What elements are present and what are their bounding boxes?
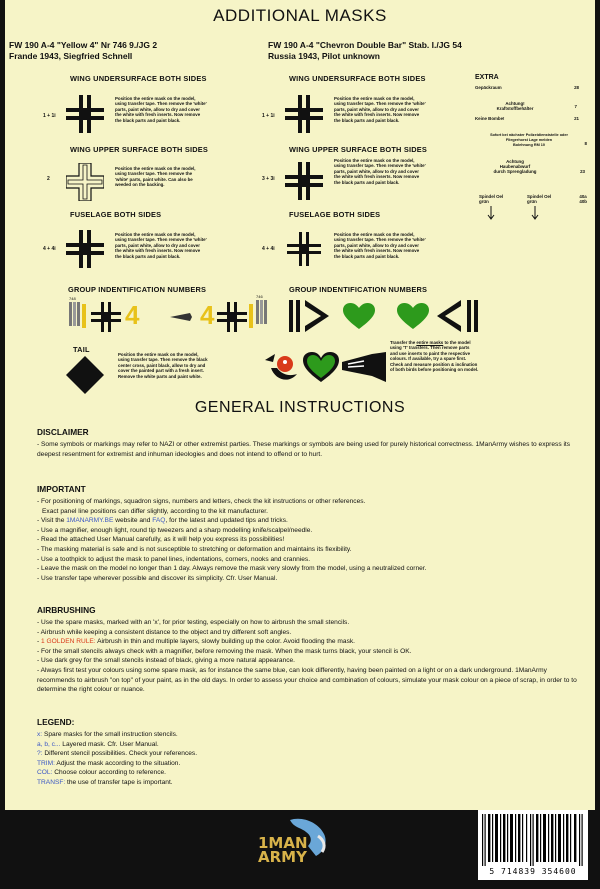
right-wing-upper-heading: WING UPPER SURFACE BOTH SIDES: [289, 145, 428, 154]
text-line: the black parts and paint black.: [334, 179, 400, 185]
arrow-down-icon: [487, 206, 547, 222]
text-line: Check and measure position & inclination: [390, 361, 478, 367]
rooster-emblem-icon: [261, 350, 301, 386]
aircraft-silhouette-icon: [170, 313, 192, 321]
text-line: the black parts and paint black.: [115, 117, 181, 123]
website-link[interactable]: 1MANARMY.BE: [66, 517, 114, 525]
extra-item-num: 21: [574, 116, 579, 121]
spindel-oel-label: Spindel Oel grün: [479, 194, 504, 204]
tail-text: [118, 352, 208, 379]
text-line: Remove the white parts and paint white.: [118, 373, 202, 379]
group-id-small-number: 748: [69, 296, 76, 301]
spindel-oel-num: 40a 40b: [579, 194, 587, 204]
logo-line: 1MAN: [258, 834, 308, 852]
right-fuselage-count: 4 + 4i: [262, 246, 275, 252]
yellow-bar-icon: [82, 304, 86, 328]
legend-item: [37, 749, 577, 759]
disclaimer-text: - Some symbols or markings may refer to NAZI or other extremist parties. These markings or symbols are being used for purely historical correctness. 1ManArmy wishes to express its deepest resentment for extremist and inhuman ideologies and does not intend to offend or to hurt.: [37, 441, 571, 458]
barcode-number: 5 714839 354600: [489, 867, 577, 876]
important-line: Exact panel line positions can differ slightly, according to the kit manufacturer.: [42, 507, 268, 515]
green-heart-icon: [343, 303, 375, 331]
barcode: [478, 810, 588, 880]
text-line: center cross, paint black, allow to dry and: [118, 362, 206, 368]
text-line: Position the entire mask on the model,: [115, 96, 196, 101]
extra-item-num: 28: [574, 85, 579, 90]
airbrushing-line: - Always first test your colours using some spare mask, as for instance the same blue, can look differently, having been painted on a light or on a dark underground. 1ManArmy recommends to airbrush "on top" of your paint, as in the old days. In order to assess your choice and combination of colours, simulate your mask colour on a piece of scrap, in order to to determine the right colour or nuance.: [37, 667, 577, 694]
text-line: the white with fresh inserts. Now remove: [115, 248, 201, 254]
text-line: the black parts and paint black.: [115, 253, 181, 259]
text-line: using transfer tape. Then remove the 'white': [334, 237, 426, 243]
left-wing-upper-count: 2: [47, 176, 50, 182]
extra-heading: EXTRA: [475, 74, 499, 81]
legend-text: Spare masks for the small instruction stencils.: [42, 731, 178, 738]
text-line: the white with fresh inserts. Now remove: [115, 112, 201, 118]
text-fragment: , for the latest and updated tips and tricks.: [165, 517, 288, 525]
text-line: the white with fresh inserts. Now remove: [334, 174, 420, 180]
text-line: weeded on the backing.: [115, 182, 165, 188]
airbrushing-colour-tip: [37, 666, 577, 695]
yellow-bar-icon: [249, 304, 253, 328]
balkenkreuz-mask-1: [66, 95, 104, 133]
yellow-number-4: 4: [125, 300, 140, 330]
green-heart-icon: [397, 303, 429, 331]
airbrushing-line: - Use dark grey for the small stencils instead of black, giving a more natural appearance.: [37, 657, 296, 665]
extra-item-num: 8: [584, 141, 587, 146]
important-section: [37, 497, 577, 583]
balkenkreuz-mask-5: [287, 232, 321, 266]
important-line: - Leave the mask on the model no longer than 1 day. Always remove the mask very slowly from the model, using a neutralized corner.: [37, 565, 427, 573]
extra-item-label: Keine Bombe!: [475, 116, 505, 121]
extra-item: [475, 154, 555, 174]
left-wing-upper-text: [115, 166, 196, 188]
balkenkreuz-group-mask-2: [217, 302, 247, 332]
right-group-id-heading: GROUP INDENTIFICATION NUMBERS: [289, 285, 428, 294]
legend-text: Different stencil possibilities. Check your references.: [42, 750, 198, 758]
disclaimer-heading: DISCLAIMER: [37, 427, 89, 437]
left-wing-upper-heading: WING UPPER SURFACE BOTH SIDES: [70, 145, 209, 154]
important-line: - Use a magnifier, enough light, round tip tweezers and a sharp modelling knife/scalpel/needle.: [37, 526, 313, 534]
legend-key: COL:: [37, 769, 53, 777]
extra-item: [475, 85, 587, 90]
balkenkreuz-mask-3: [285, 95, 323, 133]
text-line: and use inserts to paint the respective: [390, 350, 471, 356]
text-line: the black parts and paint black.: [334, 253, 400, 259]
text-line: using transfer tape. Then remove the 'white': [115, 101, 207, 107]
extra-item: [475, 128, 583, 148]
balkenkreuz-outline-mask: [66, 163, 104, 201]
left-fuselage-count: 4 + 4i: [43, 246, 56, 252]
right-wing-upper-text: [334, 158, 426, 185]
emblem-horn-icon: [342, 352, 386, 382]
right-model-info: Russia 1943, Pilot unknown: [268, 51, 380, 61]
extra-item-label: Achtung! Kraftstoffbehälter: [496, 101, 534, 111]
chevron-double-bar-reversed-icon: [437, 298, 483, 334]
airbrushing-line: - Airbrush while keeping a consistent distance to the object and try different soft angles.: [37, 628, 292, 636]
golden-rule-label: 1 GOLDEN RULE:: [41, 638, 96, 646]
text-line: cover the painted part with a fresh insert.: [118, 368, 204, 374]
legend-item: [37, 768, 577, 778]
left-wing-under-heading: WING UNDERSURFACE BOTH SIDES: [70, 74, 207, 83]
balkenkreuz-group-mask: [91, 302, 121, 332]
stencil-bars-icon: [69, 302, 81, 328]
group-id-small-number: 746: [256, 294, 263, 299]
extra-item: [475, 96, 555, 111]
text-line: Position the entire mask on the model,: [115, 166, 196, 171]
airbrushing-section: [37, 618, 577, 666]
right-fuselage-text: [334, 232, 426, 259]
text-line: parts, paint white, allow to dry and cover: [334, 106, 419, 112]
legend-key: TRIM:: [37, 759, 55, 767]
important-line: - Use a toothpick to adjust the mask to panel lines, indentations, corners, nooks and crannies.: [37, 555, 311, 563]
airbrushing-line: [37, 637, 577, 647]
disclaimer-section: [37, 440, 577, 459]
logo-text: [258, 836, 308, 864]
important-line: - The masking material is safe and is not susceptible to stretching or deformation and maintains its flexibility.: [37, 545, 352, 553]
important-line: - Use transfer tape wherever possible and discover its simplicity. Cfr. User Manual.: [37, 574, 278, 582]
page-title: ADDITIONAL MASKS: [213, 6, 387, 25]
legend-key: a, b, c...: [37, 740, 61, 748]
right-model-header: [268, 40, 462, 62]
text-line: Position the entire mask on the model,: [115, 232, 196, 237]
airbrushing-line: - Use the spare masks, marked with an 'x', for prior testing, especially on how to airbrush the small stencils.: [37, 619, 350, 626]
extra-item: [475, 116, 587, 121]
legend-key: x:: [37, 731, 43, 738]
extra-stencils: [475, 74, 587, 204]
extra-item-label: Gepäckraum: [475, 85, 502, 90]
text-line: using transfer tape. Then remove the 'white': [334, 101, 426, 107]
text-line: the white with fresh inserts. Now remove: [334, 112, 420, 118]
left-model-info: Frande 1943, Siegfried Schnell: [9, 51, 133, 61]
legend-text: Choose colour according to reference.: [52, 769, 167, 777]
faq-link[interactable]: FAQ: [152, 517, 166, 525]
text-line: Position the entire mask on the model,: [334, 232, 415, 237]
left-wing-under-text: [115, 96, 207, 123]
legend-section: [37, 730, 577, 788]
legend-item: [37, 759, 577, 769]
airbrushing-line: - For the small stencils always check with a magnifier, before removing the mask. When the mask turns black, your stencil is OK.: [37, 647, 412, 655]
important-line: - For positioning of markings, squadron signs, numbers and letters, check the kit instructions or other references.: [37, 498, 366, 505]
chevron-double-bar-icon: [289, 298, 335, 334]
left-model-header: [9, 40, 157, 62]
right-model-name: FW 190 A-4 "Chevron Double Bar" Stab. I./JG 54: [268, 40, 462, 50]
right-wing-under-count: 1 + 1i: [262, 113, 275, 119]
text-fragment-underline: entire masks: [416, 340, 444, 345]
stencil-bars-icon: [256, 300, 268, 326]
text-fragment: Transfer the: [390, 340, 417, 345]
text-fragment: to the model: [443, 340, 471, 345]
extra-item-num: 23: [580, 169, 585, 174]
text-line: using transfer tape. Then remove the: [115, 171, 193, 177]
text-line: of both birds before positioning on model.: [390, 367, 479, 373]
logo-line: ARMY: [258, 848, 307, 866]
right-wing-upper-count: 3 + 3i: [262, 176, 275, 182]
tail-diamond-mask: [66, 356, 104, 394]
extra-item-label: Achtung Haubenabwurf durch Sprengladung: [493, 159, 537, 174]
footer: [0, 810, 600, 889]
text-line: using transfer tape. Then remove the 'white': [115, 237, 207, 243]
text-line: Position the entire mask on the model,: [334, 96, 415, 101]
left-fuselage-heading: FUSELAGE BOTH SIDES: [70, 210, 162, 219]
text-line: parts, paint white, allow to dry and cover: [334, 242, 419, 248]
text-fragment: Airbrush in thin and multiple layers, slowly building up the color. Avoid flooding the mask.: [95, 638, 356, 646]
text-fragment: -: [37, 638, 42, 646]
legend-item: [37, 778, 577, 788]
text-line: parts, paint white, allow to dry and cover: [115, 242, 200, 248]
green-heart-emblem-icon: [303, 352, 339, 384]
instruction-sheet: [5, 0, 595, 810]
text-fragment: - Visit the: [37, 517, 67, 525]
left-wing-under-count: 1 + 1i: [43, 113, 56, 119]
text-line: using transfer tape. Then remove the 'white': [334, 163, 426, 169]
general-instructions-title: GENERAL INSTRUCTIONS: [194, 399, 406, 416]
balkenkreuz-mask-4: [285, 162, 323, 200]
left-group-id-heading: GROUP INDENTIFICATION NUMBERS: [68, 285, 207, 294]
yellow-number-4b: 4: [200, 300, 215, 330]
text-line: parts, paint white, allow to dry and cover: [334, 168, 419, 174]
left-fuselage-text: [115, 232, 207, 259]
airbrushing-heading: AIRBRUSHING: [37, 605, 96, 615]
legend-text: the use of transfer tape is important.: [65, 778, 173, 786]
right-wing-under-heading: WING UNDERSURFACE BOTH SIDES: [289, 74, 426, 83]
legend-item: [37, 730, 577, 740]
legend-text: Adjust the mask according to the situation.: [54, 759, 181, 767]
chevron-instructions-text: [390, 340, 478, 372]
text-line: using 'T' transfers. Then remove parts: [390, 345, 470, 351]
text-line: Position the entire mask on the model,: [334, 158, 415, 163]
extra-item-num: 7: [574, 104, 577, 109]
legend-item: [37, 740, 577, 750]
text-line: Position the entire mask on the model,: [118, 352, 199, 357]
text-line: the black parts and paint black.: [334, 117, 400, 123]
legend-text: Layered mask. Cfr. User Manual.: [60, 740, 159, 748]
extra-item-label: Sofort bei nächster Polizeidienststelle oder Fliegerhorst Lage melden Bolehnung RM 10: [490, 133, 568, 147]
right-fuselage-heading: FUSELAGE BOTH SIDES: [289, 210, 381, 219]
important-heading: IMPORTANT: [37, 484, 86, 494]
text-line: the white with fresh inserts. Now remove: [334, 248, 420, 254]
text-line: 'white' parts, paint white. Can also be: [115, 176, 193, 182]
text-line: using transfer tape. Then remove the black: [118, 357, 208, 363]
text-fragment: website and: [113, 517, 153, 525]
barcode-bars: [482, 814, 584, 866]
important-line: - Read the attached User Manual carefully, as it will help you express its possibilities!: [37, 536, 285, 544]
balkenkreuz-mask-2: [66, 230, 104, 268]
important-line: [37, 516, 577, 526]
text-line: colours. If available, try a spare first.: [390, 356, 467, 362]
legend-heading: LEGEND:: [37, 717, 75, 727]
spindel-oel-label: Spindel Oel grün: [527, 194, 552, 204]
legend-key: TRANSF:: [37, 778, 66, 786]
tail-heading: TAIL: [73, 345, 90, 354]
left-model-name: FW 190 A-4 "Yellow 4" Nr 746 9./JG 2: [9, 40, 158, 50]
right-wing-under-text: [334, 96, 426, 123]
legend-key: ?:: [37, 750, 43, 758]
text-line: parts, paint white, allow to dry and cover: [115, 106, 200, 112]
